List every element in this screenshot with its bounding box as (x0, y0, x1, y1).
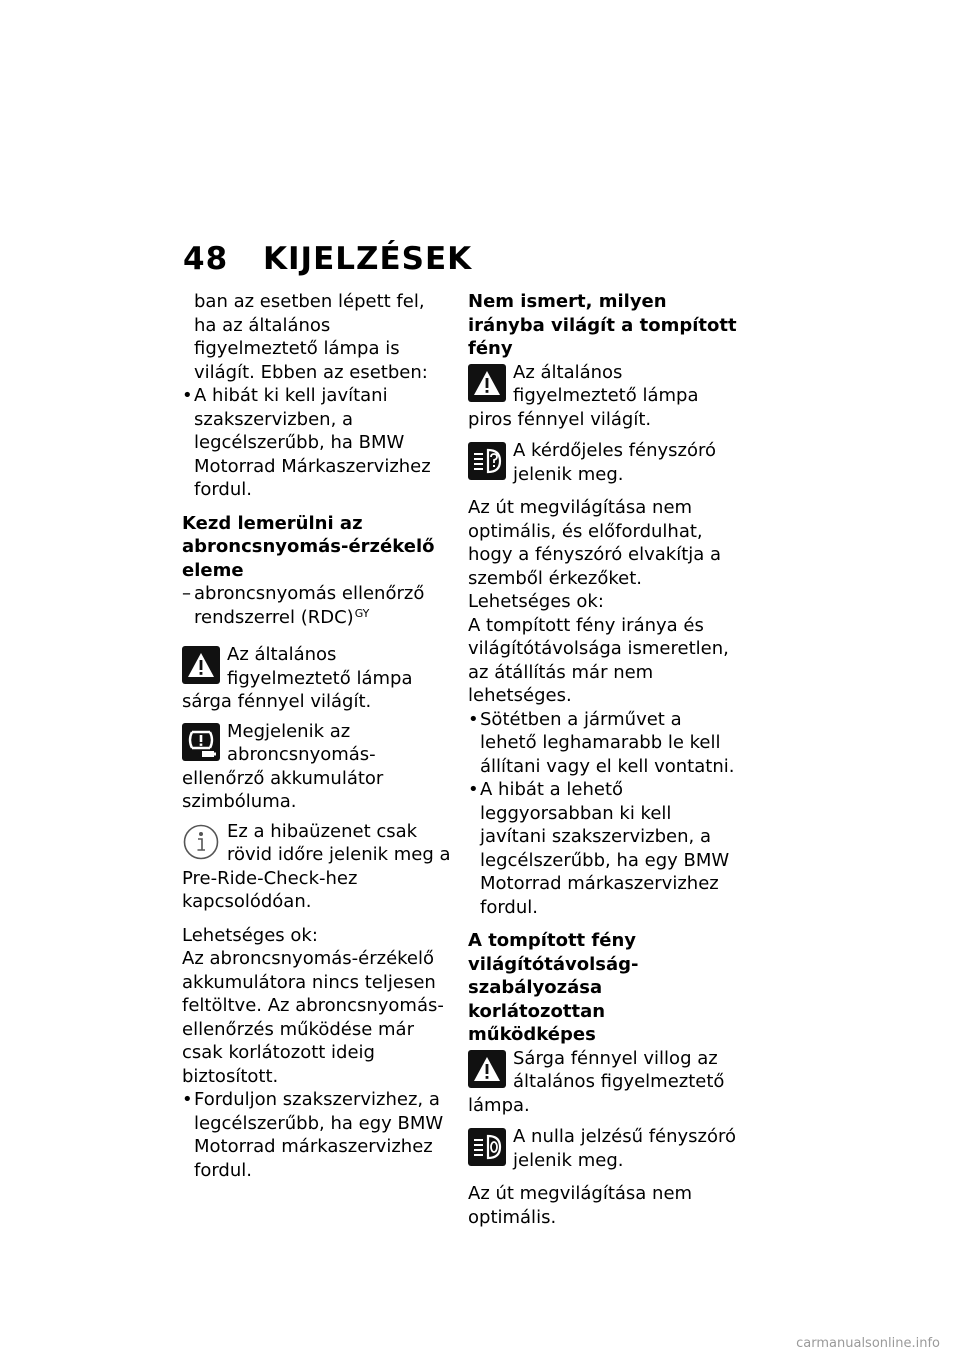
warning-triangle-icon (468, 364, 506, 402)
icon-paragraph: Az általános figyelmeztető lámpa sárga fénnyel világít. (182, 644, 413, 712)
page-number: 48 (183, 241, 229, 277)
section-heading: Nem ismert, milyen irányba világít a tompított fény (468, 291, 737, 359)
paragraph: A tompított fény iránya és világítótávolsága ismeretlen, az átállítás már nem lehetséges. (468, 614, 729, 706)
bullet-mark: • (468, 779, 479, 800)
paragraph: Az abroncsnyomás-érzékelő akkumulátora nincs teljesen feltöltve. Az abroncsnyomás-ellenőrzés működése már csak korlátozott ideig biztosított. (182, 948, 444, 1087)
icon-paragraph: Az általános figyelmeztető lámpa piros fénnyel világít. (468, 361, 699, 430)
paragraph: Az út megvilágítása nem optimális, és előfordulhat, hogy a fényszóró elvakítja a szemből érkezőket. (468, 497, 722, 589)
bullet-item: • A hibát ki kell javítani szakszervizben, a legcélszerűbb, ha BMW Motorrad Márkaszervizhez fordul. (182, 385, 431, 500)
section-heading: Kezd lemerülni az abroncsnyomás-érzékelő eleme (182, 512, 435, 581)
dash-mark: – (182, 583, 191, 604)
bullet-mark: • (182, 1089, 193, 1110)
bullet-mark: • (182, 385, 193, 406)
paragraph: Lehetséges ok: (468, 591, 604, 612)
headlight-question-icon (468, 442, 506, 480)
headlight-zero-icon (468, 1128, 506, 1166)
icon-paragraph: Sárga fénnyel villog az általános figyelmeztető lámpa. (468, 1047, 725, 1116)
page-title: KIJELZÉSEK (263, 241, 473, 277)
info-icon (182, 823, 220, 861)
icon-paragraph: A kérdőjeles fényszóró jelenik meg. (468, 439, 738, 486)
country-code: GY (354, 606, 370, 620)
bullet-item: • Forduljon szakszervizhez, a legcélszerűbb, ha egy BMW Motorrad márkaszervizhez fordul. (182, 1089, 444, 1181)
paragraph: ban az esetben lépett fel, ha az általános figyelmeztető lámpa is világít. Ebben az esetben: (194, 291, 428, 383)
tyre-pressure-battery-icon (182, 723, 220, 761)
left-column (182, 290, 452, 1182)
paragraph: Lehetséges ok: (182, 924, 318, 946)
bullet-mark: • (468, 708, 479, 730)
warning-triangle-icon (182, 646, 220, 684)
paragraph: Az út megvilágítása nem optimális. (468, 1183, 693, 1228)
icon-paragraph: Ez a hibaüzenet csak rövid időre jelenik meg a Pre-Ride-Check-hez kapcsolódóan. (182, 820, 451, 912)
footer-watermark: carmanualsonline.info (796, 1336, 940, 1351)
icon-paragraph: A nulla jelzésű fényszóró jelenik meg. (468, 1125, 738, 1172)
icon-paragraph: Megjelenik az abroncsnyomás-ellenőrző akkumulátor szimbóluma. (182, 720, 384, 812)
dash-item: – abroncsnyomás ellenőrző rendszerrel (RDC)$^{GY}$ (182, 583, 425, 628)
right-column (468, 290, 738, 1229)
bullet-item: • Sötétben a járművet a lehető leghamarabb le kell állítani vagy el kell vontatni. (468, 708, 735, 777)
section-heading: A tompított fény világítótávolság-szabályozása korlátozottan működképes (468, 930, 639, 1045)
warning-triangle-icon (468, 1050, 506, 1088)
bullet-item: • A hibát a lehető leggyorsabban ki kell javítani szakszervizben, a legcélszerűbb, ha egy BMW Motorrad márkaszervizhez fordul. (468, 779, 730, 918)
